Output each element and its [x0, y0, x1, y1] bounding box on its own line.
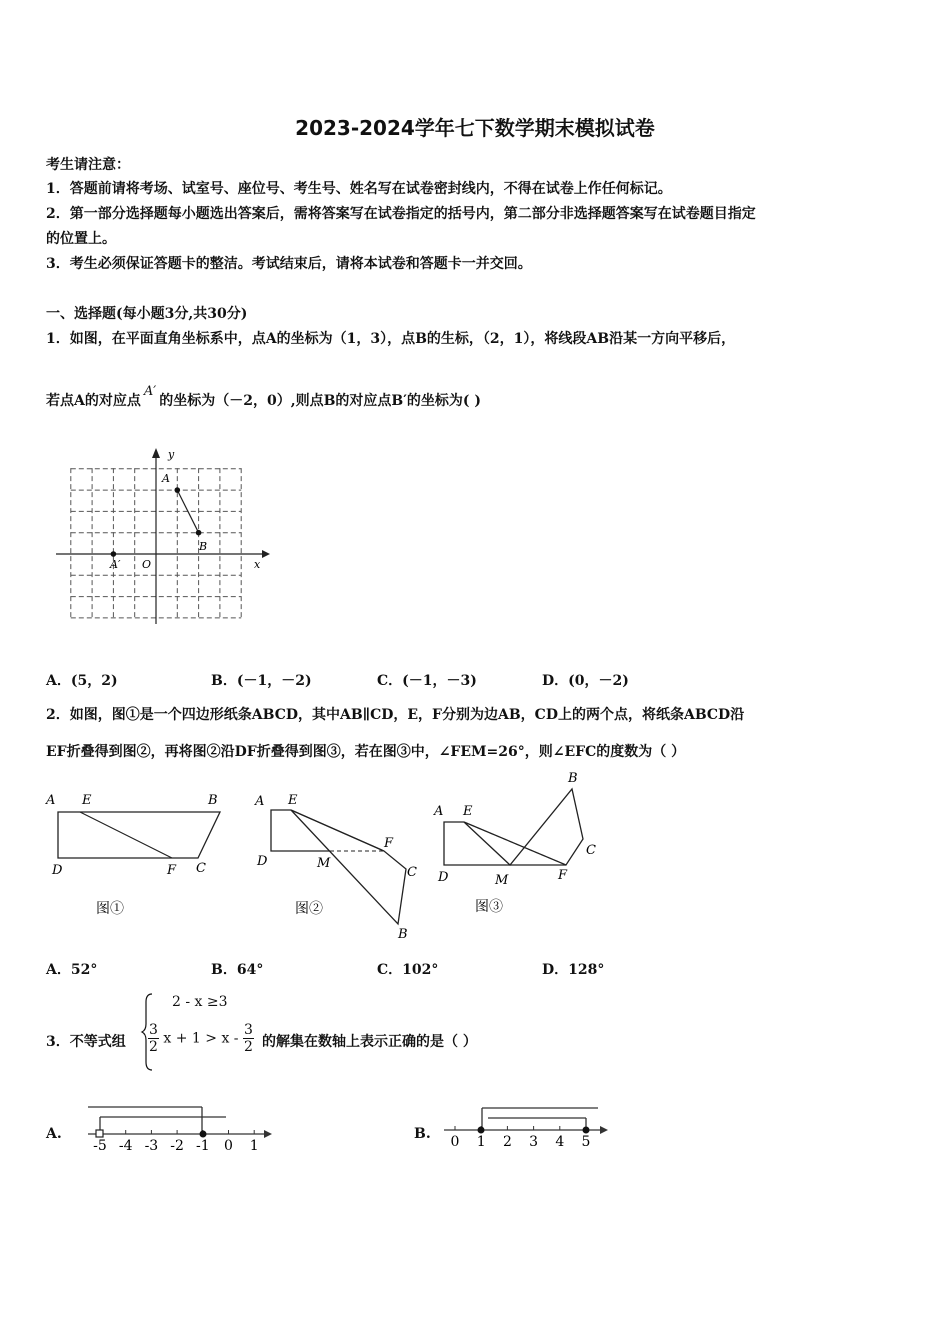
q2-fig3-f: F — [558, 868, 568, 883]
section-heading: 一、选择题(每小题3分,共30分) — [46, 306, 248, 322]
q1-y-label: y — [168, 448, 175, 461]
q2-fig2-b: B — [398, 927, 408, 942]
q2-fig1-b: B — [208, 793, 218, 808]
q3-option-a-numberline[interactable] — [80, 1100, 280, 1156]
q2-fig3-b: B — [568, 771, 578, 786]
q2-fig3-m: M — [495, 873, 509, 888]
q2-line1: 2．如图，图①是一个四边形纸条ABCD，其中AB∥CD，E，F分别为边AB，CD上的两个点，将纸条ABCD沿 — [46, 707, 745, 723]
q2-fig1-d: D — [52, 863, 63, 878]
q2-fig1-a: A — [46, 793, 56, 808]
q3b-point-1 — [478, 1127, 485, 1134]
q3-option-a-label[interactable]: A. — [46, 1126, 62, 1142]
q2-option-b[interactable]: B．64° — [211, 962, 264, 978]
q2-fig3-d: D — [438, 870, 449, 885]
q2-fig2-caption: 图② — [295, 901, 323, 917]
q1-origin-label: O — [142, 558, 152, 571]
q1-label-aprime: A′ — [110, 558, 121, 571]
q3a-closed-point — [200, 1131, 207, 1138]
q1-line1: 1．如图，在平面直角坐标系中，点A的坐标为（1，3），点B的生标，（2，1），将线段AB沿某一方向平移后， — [46, 331, 736, 347]
q2-fig3-a: A — [434, 804, 444, 819]
q1-option-d[interactable]: D．(0，－2) — [542, 673, 629, 689]
q3-frac1: $\frac{3}{2}$ — [149, 1022, 158, 1055]
q1-label-a: A — [162, 472, 170, 485]
q3-prefix: 3．不等式组 — [46, 1034, 126, 1050]
q2-fig2-m: M — [317, 856, 331, 871]
q2-figure-1 — [40, 785, 240, 925]
q2-fig3-e: E — [463, 804, 473, 819]
q3a-tick-label: -3 — [144, 1138, 159, 1154]
q1-point-a — [175, 487, 181, 493]
q2-fig1-c: C — [196, 861, 206, 876]
q3-ineq1: 2 - x ≥3 — [172, 994, 228, 1010]
q1-option-c[interactable]: C．(－1，－3) — [377, 673, 477, 689]
q2-line2: EF折叠得到图②，再将图②沿DF折叠得到图③，若在图③中，∠FEM=26°，则∠EFC的度数为（ ） — [46, 744, 686, 760]
q1-coordinate-figure — [50, 440, 280, 630]
q2-fig1-line-ef — [80, 812, 172, 858]
q2-fig1-caption: 图① — [96, 901, 124, 917]
q3a-tick-label: 0 — [224, 1138, 233, 1154]
q3a-tick-label: -5 — [93, 1138, 107, 1154]
q3-suffix: 的解集在数轴上表示正确的是（ ） — [262, 1034, 477, 1050]
q3a-tick-label: -2 — [170, 1138, 184, 1154]
q2-fig2-f: F — [384, 836, 394, 851]
q3b-tick-label: 3 — [529, 1134, 539, 1150]
q3b-tick-label: 4 — [555, 1134, 565, 1150]
q1-point-aprime — [111, 551, 117, 557]
q2-fig1-e: E — [82, 793, 92, 808]
q1-point-b — [196, 530, 202, 536]
notice-heading: 考生请注意： — [46, 157, 130, 173]
q2-fig3-c: C — [586, 843, 596, 858]
q2-option-d[interactable]: D．128° — [542, 962, 605, 978]
q2-fig2-left-part — [271, 810, 330, 851]
q2-fig2-line-ef — [291, 810, 384, 851]
q2-option-c[interactable]: C．102° — [377, 962, 439, 978]
q2-option-a[interactable]: A．52° — [46, 962, 98, 978]
q3-frac2: $\frac{3}{2}$ — [243, 1022, 253, 1055]
q2-fig3-folded-part — [464, 789, 583, 865]
q3b-arrow-icon — [600, 1126, 608, 1134]
q1-x-arrow-icon — [262, 550, 270, 558]
q3a-tick-label: -1 — [195, 1138, 210, 1154]
q3b-tick-label: 0 — [450, 1134, 460, 1150]
q2-figure-3 — [430, 768, 610, 928]
q3a-arrow-icon — [264, 1130, 272, 1138]
q3-ineq2-mid: x + 1 > x - — [163, 1030, 239, 1047]
q3b-tick-label: 1 — [476, 1134, 486, 1150]
q3-option-b-label[interactable]: B. — [414, 1126, 431, 1142]
q1-line2 — [46, 384, 482, 410]
q3a-open-point — [96, 1130, 103, 1137]
q1-label-b: B — [199, 540, 208, 553]
q3-option-b-numberline[interactable] — [440, 1100, 615, 1156]
q2-fig3-caption: 图③ — [475, 899, 503, 915]
q2-fig1-strip — [58, 812, 220, 858]
q2-fig2-a: A — [255, 794, 265, 809]
q2-fig3-base — [444, 822, 566, 865]
q1-line2b: 的坐标为（－2，0）,则点B的对应点B′的坐标为( ) — [159, 393, 482, 409]
q1-aprime: A′ — [143, 384, 157, 399]
q3a-tick-label: -4 — [118, 1138, 133, 1154]
q3-ineq2 — [148, 1022, 254, 1055]
notice-item-1: 1．答题前请将考场、试室号、座位号、考生号、姓名写在试卷密封线内，不得在试卷上作任何标记。 — [46, 181, 672, 197]
q1-x-label: x — [254, 558, 261, 571]
q3b-tick-label: 2 — [502, 1134, 512, 1150]
q1-option-b[interactable]: B．(－1，－2) — [211, 673, 312, 689]
notice-item-3: 3．考生必须保证答题卡的整洁。考试结束后，请将本试卷和答题卡一并交回。 — [46, 256, 532, 272]
q3b-point-5 — [583, 1127, 590, 1134]
q1-line2a: 若点A的对应点 — [46, 393, 141, 409]
q2-figure-2 — [250, 785, 430, 945]
q1-y-arrow-icon — [152, 448, 160, 458]
notice-item-2: 2．第一部分选择题每小题选出答案后，需将答案写在试卷指定的括号内，第二部分非选择题答案写在试卷题目指定 — [46, 206, 756, 222]
q3b-tick-label: 5 — [581, 1134, 591, 1150]
q2-fig2-c: C — [407, 865, 417, 880]
notice-item-2-cont: 的位置上。 — [46, 231, 116, 247]
q1-option-a[interactable]: A．(5，2) — [46, 673, 118, 689]
q2-fig2-d: D — [257, 854, 268, 869]
q2-fig2-e: E — [288, 793, 298, 808]
q3a-tick-label: 1 — [249, 1138, 259, 1154]
page-title: 2023-2024学年七下数学期末模拟试卷 — [295, 116, 655, 140]
q2-fig1-f: F — [167, 863, 177, 878]
